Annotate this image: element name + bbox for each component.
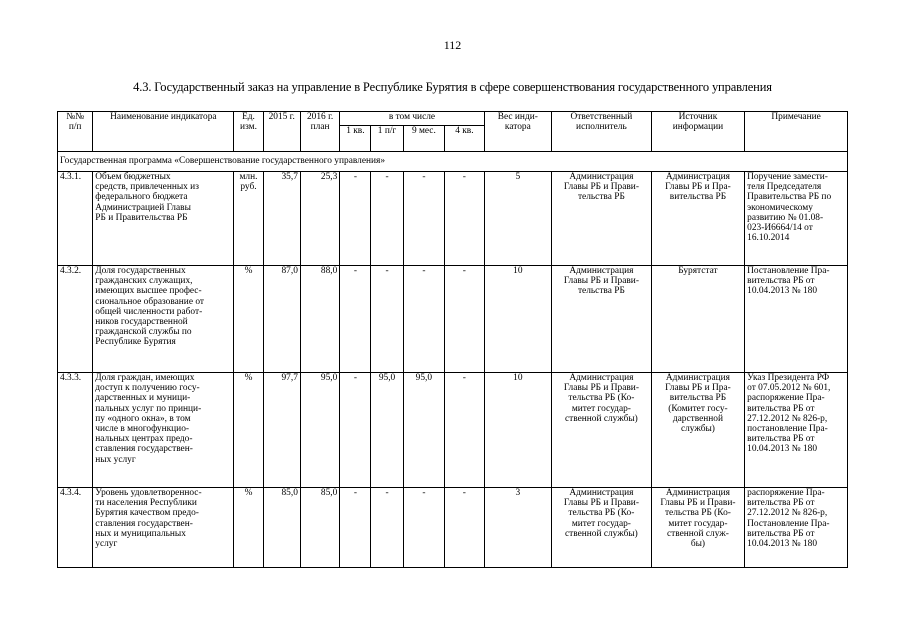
value-2016-plan: 88,0 [300, 266, 339, 373]
unit: % [234, 373, 263, 488]
indicator-name: Доля граждан, имеющих доступ к получению госу- дарственных и муници- пальных услуг по принци- пу «одного окна», в том числе в многофункцио- нальных центрах предо- ставления государствен- ных услуг [93, 373, 234, 488]
value-2015: 87,0 [263, 266, 300, 373]
indicator-weight: 10 [484, 266, 551, 373]
info-source: Бурятстат [651, 266, 744, 373]
header-q4: 4 кв. [445, 126, 484, 152]
table-body [58, 172, 848, 568]
note: Постановление Пра- вительства РБ от 10.04.2013 № 180 [745, 266, 848, 373]
indicator-name: Объем бюджетных средств, привлеченных из федерального бюджета Администрацией Главы РБ и Правительства РБ [93, 172, 234, 266]
responsible-executor: Администрация Главы РБ и Прави- тельства РБ [552, 266, 652, 373]
header-9-months: 9 мес. [403, 126, 445, 152]
header-indicator-name: Наименование индикатора [93, 112, 234, 152]
value-q4: - [445, 488, 484, 568]
row-number: 4.3.2. [58, 266, 93, 373]
unit: % [234, 266, 263, 373]
note: распоряжение Пра- вительства РБ от 27.12.2012 № 826-р, Постановление Пра- вительства РБ от 10.04.2013 № 180 [745, 488, 848, 568]
value-9-months: - [403, 488, 445, 568]
value-9-months: - [403, 266, 445, 373]
info-source: Администрация Главы РБ и Прави- тельства РБ (Ко- митет государ- ственной служ- бы) [651, 488, 744, 568]
indicator-name: Уровень удовлетвореннос- ти населения Республики Бурятия качеством предо- ставления государствен- ных и муниципальных услуг [93, 488, 234, 568]
value-2015: 35,7 [263, 172, 300, 266]
indicators-table [57, 111, 848, 568]
value-h1: - [371, 172, 403, 266]
indicator-weight: 3 [484, 488, 551, 568]
table-row [58, 488, 848, 568]
value-q4: - [445, 172, 484, 266]
value-q4: - [445, 266, 484, 373]
header-q1: 1 кв. [340, 126, 371, 152]
header-h1: 1 п/г [371, 126, 403, 152]
header-2016-plan: 2016 г. план [300, 112, 339, 152]
header-weight: Вес инди- катора [484, 112, 551, 152]
header-including: в том числе [340, 112, 484, 126]
table-row [58, 172, 848, 266]
page-title: 4.3. Государственный заказ на управление в Республике Бурятия в сфере совершенствования государственного управления [133, 80, 772, 94]
row-number: 4.3.1. [58, 172, 93, 266]
value-q1: - [340, 172, 371, 266]
unit: % [234, 488, 263, 568]
header-unit: Ед. изм. [234, 112, 263, 152]
header-num: №№ п/п [58, 112, 93, 152]
value-q1: - [340, 373, 371, 488]
value-q1: - [340, 488, 371, 568]
table-row [58, 266, 848, 373]
table-row [58, 373, 848, 488]
page-number: 112 [443, 38, 462, 52]
header-2015: 2015 г. [263, 112, 300, 152]
value-9-months: - [403, 172, 445, 266]
value-2016-plan: 95,0 [300, 373, 339, 488]
row-number: 4.3.3. [58, 373, 93, 488]
responsible-executor: Администрация Главы РБ и Прави- тельства РБ (Ко- митет государ- ственной службы) [552, 488, 652, 568]
value-h1: - [371, 266, 403, 373]
note: Указ Президента РФ от 07.05.2012 № 601, распоряжение Пра- вительства РБ от 27.12.2012 № 826-р, постановление Пра- вительства РБ от 10.04.2013 № 180 [745, 373, 848, 488]
row-number: 4.3.4. [58, 488, 93, 568]
value-2015: 97,7 [263, 373, 300, 488]
value-q4: - [445, 373, 484, 488]
value-2015: 85,0 [263, 488, 300, 568]
info-source: Администрация Главы РБ и Пра- вительства РБ (Комитет госу- дарственной службы) [651, 373, 744, 488]
header-executor: Ответственный исполнитель [552, 112, 652, 152]
unit: млн. руб. [234, 172, 263, 266]
indicator-name: Доля государственных гражданских служащих, имеющих высшее профес- сиональное образование от общей численности работ- ников государственной гражданской службы по Республике Бурятия [93, 266, 234, 373]
indicator-weight: 5 [484, 172, 551, 266]
indicator-weight: 10 [484, 373, 551, 488]
responsible-executor: Администрация Главы РБ и Прави- тельства РБ [552, 172, 652, 266]
value-9-months: 95,0 [403, 373, 445, 488]
value-h1: 95,0 [371, 373, 403, 488]
header-source: Источник информации [651, 112, 744, 152]
value-2016-plan: 25,3 [300, 172, 339, 266]
header-note: Примечание [745, 112, 848, 152]
value-q1: - [340, 266, 371, 373]
note: Поручение замести- теля Председателя Правительства РБ по экономическому развитию № 01.08- 023-И6664/14 от 16.10.2014 [745, 172, 848, 266]
info-source: Администрация Главы РБ и Пра- вительства РБ [651, 172, 744, 266]
value-h1: - [371, 488, 403, 568]
value-2016-plan: 85,0 [300, 488, 339, 568]
program-row: Государственная программа «Совершенствование государственного управления» [58, 152, 848, 172]
responsible-executor: Администрация Главы РБ и Прави- тельства РБ (Ко- митет государ- ственной службы) [552, 373, 652, 488]
